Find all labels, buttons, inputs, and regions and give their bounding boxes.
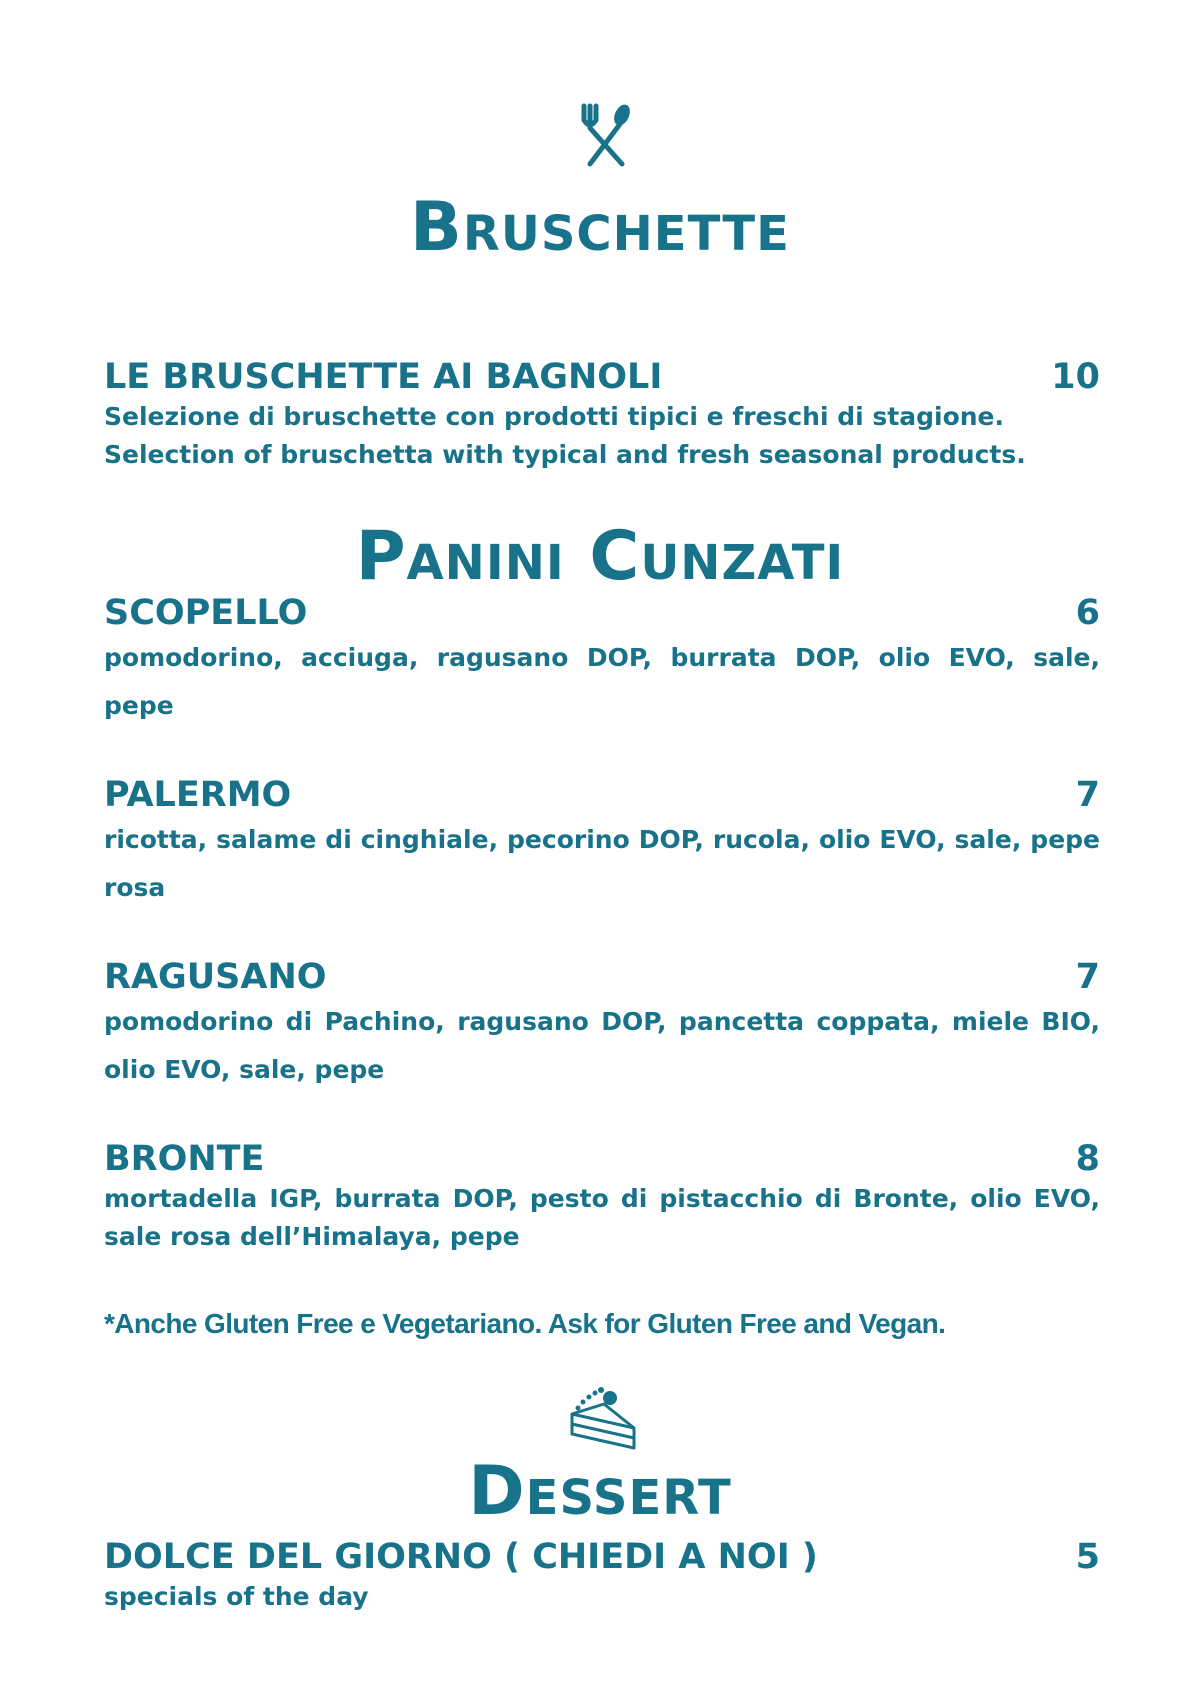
item-description: mortadella IGP, burrata DOP, pesto di pistacchio di Bronte, olio EVO, sale rosa dell’Himalaya, pepe (104, 1184, 1100, 1251)
item-name: SCOPELLO (104, 593, 308, 633)
menu-item (104, 774, 1100, 912)
dietary-note: *Anche Gluten Free e Vegetariano. Ask for Gluten Free and Vegan. (104, 1308, 946, 1339)
item-name: RAGUSANO (104, 957, 327, 997)
item-description: specials of the day (104, 1582, 369, 1611)
menu-item (104, 592, 1100, 730)
item-price: 8 (1075, 1139, 1100, 1179)
item-description-en: Selection of bruschetta with typical and fresh seasonal products. (104, 440, 1026, 469)
fork-and-spoon-icon (580, 102, 632, 168)
item-price: 7 (1075, 775, 1100, 815)
section-title-dessert: Dessert (468, 1452, 732, 1531)
section-title-panini: Panini Cunzati (355, 517, 845, 596)
item-price: 10 (1051, 357, 1100, 397)
menu-item (104, 956, 1100, 1094)
cake-slice-icon (568, 1384, 640, 1454)
item-name: DOLCE DEL GIORNO ( CHIEDI A NOI ) (104, 1537, 818, 1577)
item-description: pomodorino, acciuga, ragusano DOP, burrata DOP, olio EVO, sale, pepe (104, 643, 1100, 720)
item-description: pomodorino di Pachino, ragusano DOP, pancetta coppata, miele BIO, olio EVO, sale, pepe (104, 1007, 1100, 1084)
item-price: 6 (1075, 593, 1100, 633)
section-title-bruschette: Bruschette (410, 188, 790, 267)
item-description: ricotta, salame di cinghiale, pecorino DOP, rucola, olio EVO, sale, pepe rosa (104, 825, 1100, 902)
item-name: LE BRUSCHETTE AI BAGNOLI (104, 357, 663, 397)
item-name: BRONTE (104, 1139, 265, 1179)
menu-item (104, 1536, 1100, 1616)
item-price: 5 (1075, 1537, 1100, 1577)
item-name: PALERMO (104, 775, 292, 815)
menu-item (104, 356, 1100, 474)
item-description-it: Selezione di bruschette con prodotti tipici e freschi di stagione. (104, 402, 1005, 431)
menu-item (104, 1138, 1100, 1256)
item-price: 7 (1075, 957, 1100, 997)
